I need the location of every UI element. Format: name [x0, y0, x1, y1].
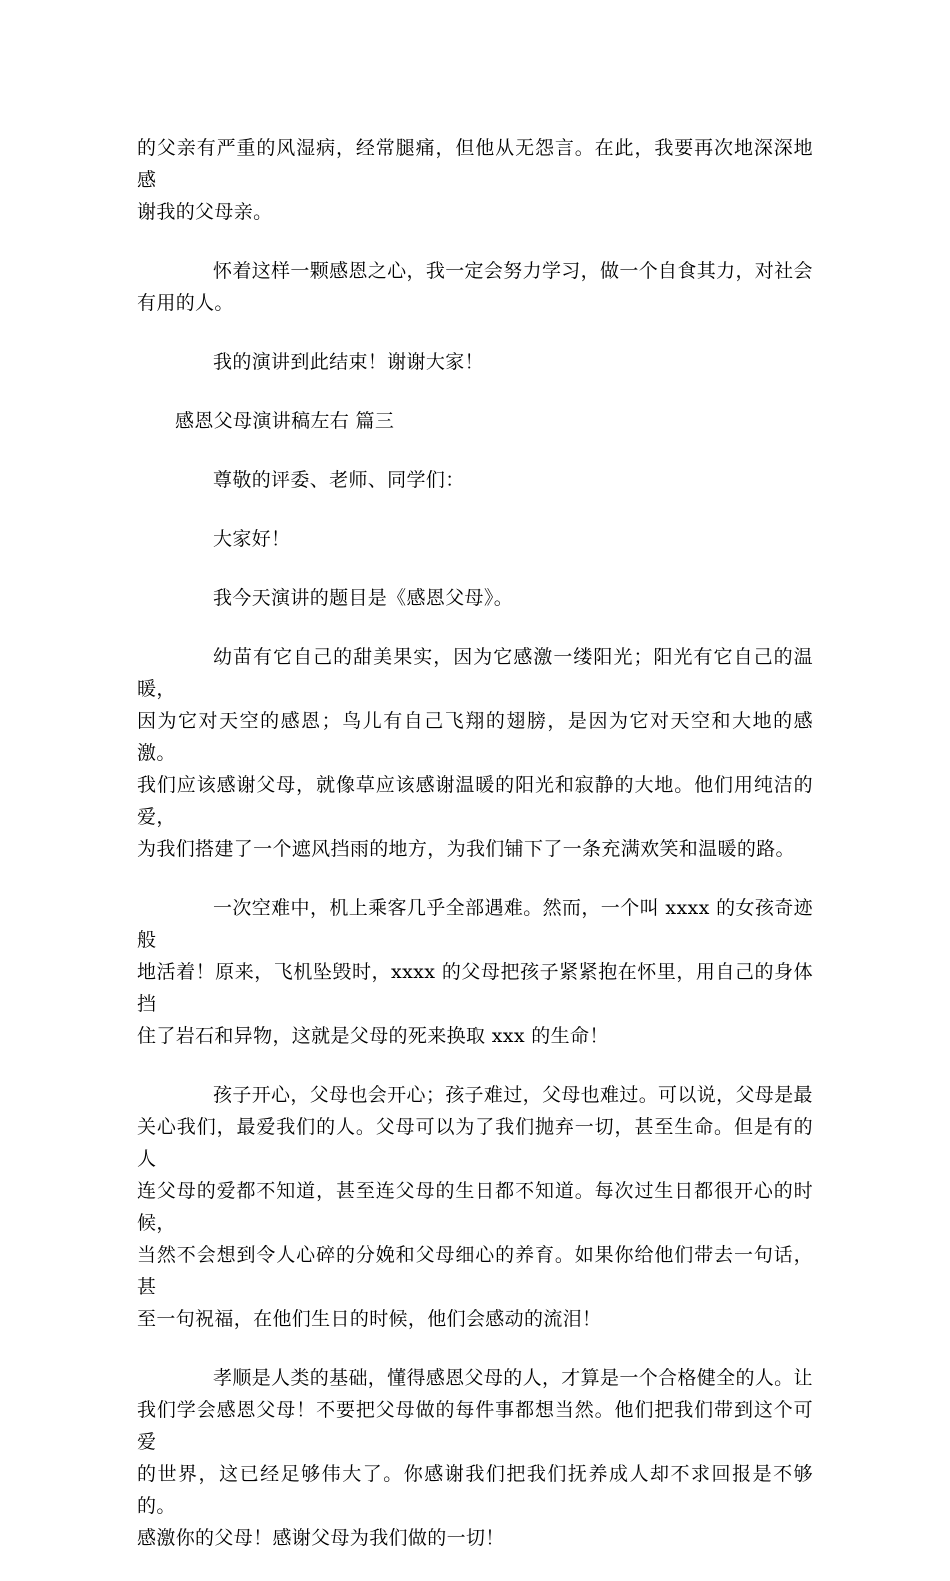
text-line: 孝顺是人类的基础，懂得感恩父母的人，才算是一个合格健全的人。让: [213, 1367, 813, 1389]
text-line: 谢我的父母亲。: [137, 201, 273, 223]
text-line: 我今天演讲的题目是《感恩父母》。: [213, 587, 514, 609]
text-line: 的世界，这已经足够伟大了。你感谢我们把我们抚养成人却不求回报是不够的。: [137, 1463, 813, 1517]
paragraph-salutation: [137, 464, 813, 496]
text-line: 大家好！: [213, 528, 291, 550]
text-line: 我们学会感恩父母！不要把父母做的每件事都想当然。他们把我们带到这个可爱: [137, 1399, 813, 1453]
text-line: 孩子开心，父母也会开心；孩子难过，父母也难过。可以说，父母是最: [213, 1084, 813, 1106]
paragraph-filial-piety: [137, 1362, 813, 1554]
paragraph-greeting: [137, 523, 813, 555]
paragraph-closing: [137, 346, 813, 378]
text-line: 幼苗有它自己的甜美果实，因为它感激一缕阳光；阳光有它自己的温暖，: [137, 646, 813, 700]
text-line: 有用的人。: [137, 292, 234, 314]
document-body: [137, 132, 813, 1581]
text-line: 我们应该感谢父母，就像草应该感谢温暖的阳光和寂静的大地。他们用纯洁的爱，: [137, 774, 813, 828]
text-line: 的父亲有严重的风湿病，经常腿痛，但他从无怨言。在此，我要再次地深深地感: [137, 137, 813, 191]
text-line: 至一句祝福，在他们生日的时候，他们会感动的流泪！: [137, 1308, 602, 1330]
text-line: 地活着！原来，飞机坠毁时，xxxx 的父母把孩子紧紧抱在怀里，用自己的身体挡: [137, 961, 813, 1015]
text-line: 为我们搭建了一个遮风挡雨的地方，为我们铺下了一条充满欢笑和温暖的路。: [137, 838, 795, 860]
text-line: 怀着这样一颗感恩之心，我一定会努力学习，做一个自食其力，对社会: [213, 260, 813, 282]
text-line: 我的演讲到此结束！谢谢大家！: [213, 351, 484, 373]
paragraph-gratitude-resolve: [137, 255, 813, 319]
text-line: 一次空难中，机上乘客几乎全部遇难。然而，一个叫 xxxx 的女孩奇迹般: [137, 897, 813, 951]
text-line: 因为它对天空的感恩；鸟儿有自己飞翔的翅膀，是因为它对天空和大地的感激。: [137, 710, 813, 764]
text-line: 尊敬的评委、老师、同学们：: [213, 469, 465, 491]
text-line: 感激你的父母！感谢父母为我们做的一切！: [137, 1527, 505, 1549]
paragraph-parents-care: [137, 1079, 813, 1335]
paragraph-topic: [137, 582, 813, 614]
text-line: 关心我们，最爱我们的人。父母可以为了我们抛弃一切，甚至生命。但是有的人: [137, 1116, 813, 1170]
paragraph-air-crash: [137, 892, 813, 1052]
section-heading: 感恩父母演讲稿左右 篇三: [175, 410, 395, 432]
paragraph-seedling: [137, 641, 813, 865]
text-line: 连父母的爱都不知道，甚至连父母的生日都不知道。每次过生日都很开心的时候，: [137, 1180, 813, 1234]
paragraph-continued-thanks: [137, 132, 813, 228]
text-line: 当然不会想到令人心碎的分娩和父母细心的养育。如果你给他们带去一句话，甚: [137, 1244, 813, 1298]
text-line: 住了岩石和异物，这就是父母的死来换取 xxx 的生命！: [137, 1025, 609, 1047]
